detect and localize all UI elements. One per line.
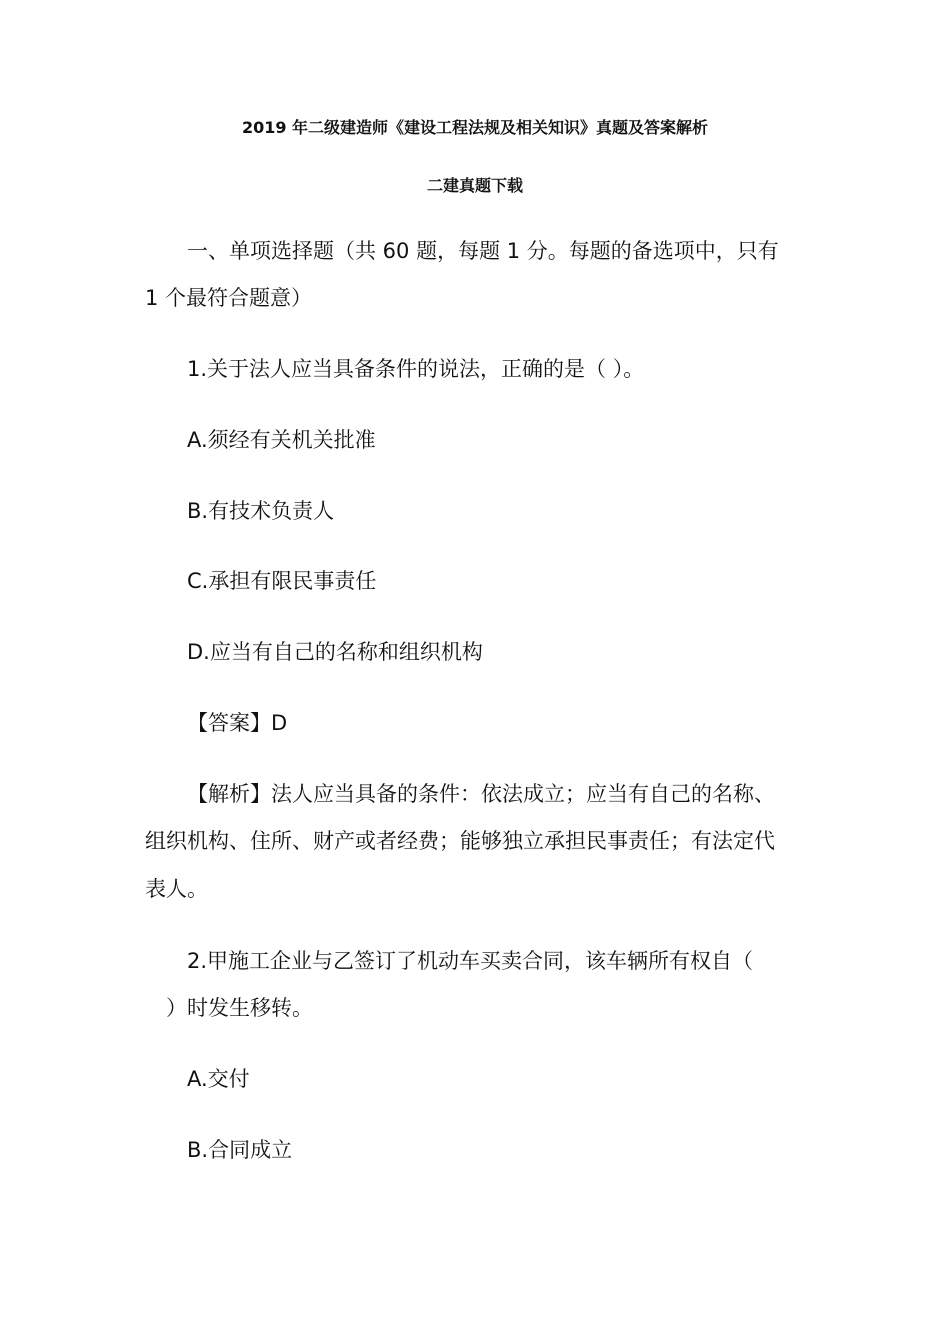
question-1-option-c: C.承担有限民事责任: [187, 569, 377, 593]
question-1-analysis-line-3: 表人。: [145, 877, 208, 901]
question-1-option-b: B.有技术负责人: [187, 499, 335, 523]
section-heading-line-2: 1 个最符合题意）: [145, 286, 313, 310]
document-title: 2019 年二级建造师《建设工程法规及相关知识》真题及答案解析: [241, 118, 709, 137]
question-2-option-b: B.合同成立: [187, 1138, 293, 1162]
question-2-stem-line-2: ）时发生移转。: [166, 996, 313, 1020]
question-1-analysis-line-2: 组织机构、住所、财产或者经费；能够独立承担民事责任；有法定代: [145, 829, 775, 853]
question-1-answer: 【答案】D: [187, 711, 288, 735]
question-1-stem: 1.关于法人应当具备条件的说法，正确的是（ ）。: [187, 357, 645, 381]
section-heading-line-1: 一、单项选择题（共 60 题，每题 1 分。每题的备选项中，只有: [187, 239, 779, 263]
question-1-option-d: D.应当有自己的名称和组织机构: [187, 640, 483, 664]
question-2-stem-line-1: 2.甲施工企业与乙签订了机动车买卖合同，该车辆所有权自（: [187, 949, 754, 973]
question-1-analysis-line-1: 【解析】法人应当具备的条件：依法成立；应当有自己的名称、: [187, 782, 775, 806]
question-2-option-a: A.交付: [187, 1067, 250, 1091]
document-subtitle: 二建真题下载: [426, 176, 523, 195]
question-1-option-a: A.须经有关机关批准: [187, 428, 376, 452]
